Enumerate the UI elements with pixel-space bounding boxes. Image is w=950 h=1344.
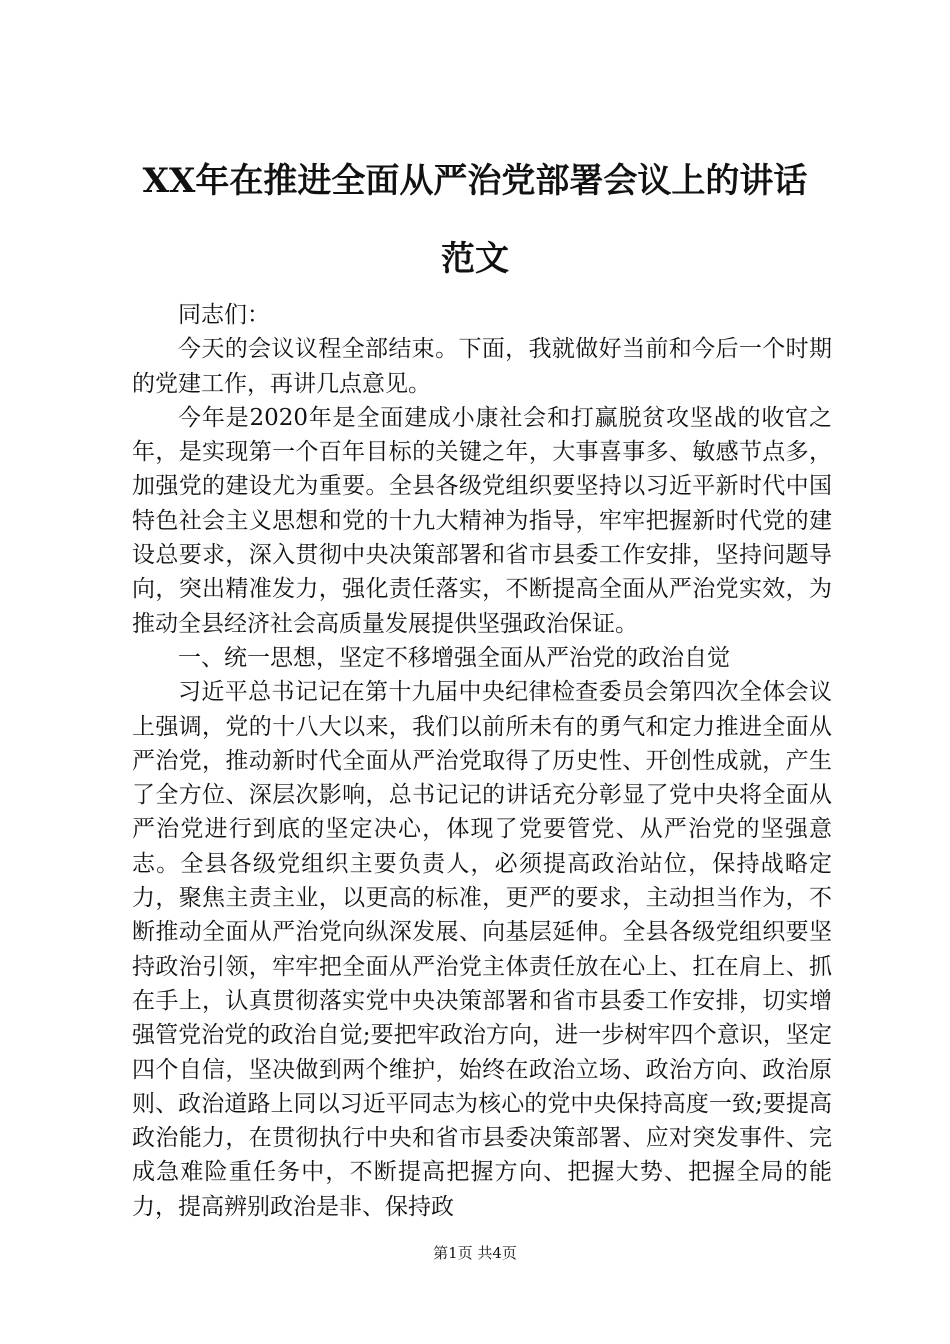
document-title	[120, 142, 830, 298]
title-line-1: XX年在推进全面从严治党部署会议上的讲话	[142, 161, 808, 201]
salutation: 同志们：	[178, 302, 270, 328]
paragraph: 今年是2020年是全面建成小康社会和打赢脱贫攻坚战的收官之年，是实现第一个百年目标的关键之年，大事喜事多、敏感节点多，加强党的建设尤为重要。全县各级党组织要坚持以习近平新时代中国特色社会主义思想和党的十九大精神为指导，牢牢把握新时代党的建设总要求，深入贯彻中央决策部署和省市县委工作安排，坚持问题导向，突出精准发力，强化责任落实，不断提高全面从严治党实效，为推动全县经济社会高质量发展提供坚强政治保证。	[132, 404, 832, 637]
paragraph: 今天的会议议程全部结束。下面，我就做好当前和今后一个时期的党建工作，再讲几点意见。	[132, 336, 832, 397]
paragraph: 习近平总书记记在第十九届中央纪律检查委员会第四次全体会议上强调，党的十八大以来，我们以前所未有的勇气和定力推进全面从严治党，推动新时代全面从严治党取得了历史性、开创性成就，产生了全方位、深层次影响，总书记记的讲话充分彰显了党中央将全面从严治党进行到底的坚定决心，体现了党要管党、从严治党的坚强意志。全县各级党组织主要负责人，必须提高政治站位，保持战略定力，聚焦主责主业，以更高的标准，更严的要求，主动担当作为，不断推动全面从严治党向纵深发展、向基层延伸。全县各级党组织要坚持政治引领，牢牢把全面从严治党主体责任放在心上、扛在肩上、抓在手上，认真贯彻落实党中央决策部署和省市县委工作安排，切实增强管党治党的政治自觉;要把牢政治方向，进一步树牢四个意识，坚定四个自信，坚决做到两个维护，始终在政治立场、政治方向、政治原则、政治道路上同以习近平同志为核心的党中央保持高度一致;要提高政治能力，在贯彻执行中央和省市县委决策部署、应对突发事件、完成急难险重任务中，不断提高把握方向、把握大势、把握全局的能力，提高辨别政治是非、保持政	[132, 679, 832, 1220]
section-heading: 一、统一思想，坚定不移增强全面从严治党的政治自觉	[178, 644, 730, 671]
document-body	[132, 298, 832, 1224]
page-footer: 第1页 共4页	[433, 1244, 517, 1262]
title-line-2: 范文	[441, 239, 509, 279]
